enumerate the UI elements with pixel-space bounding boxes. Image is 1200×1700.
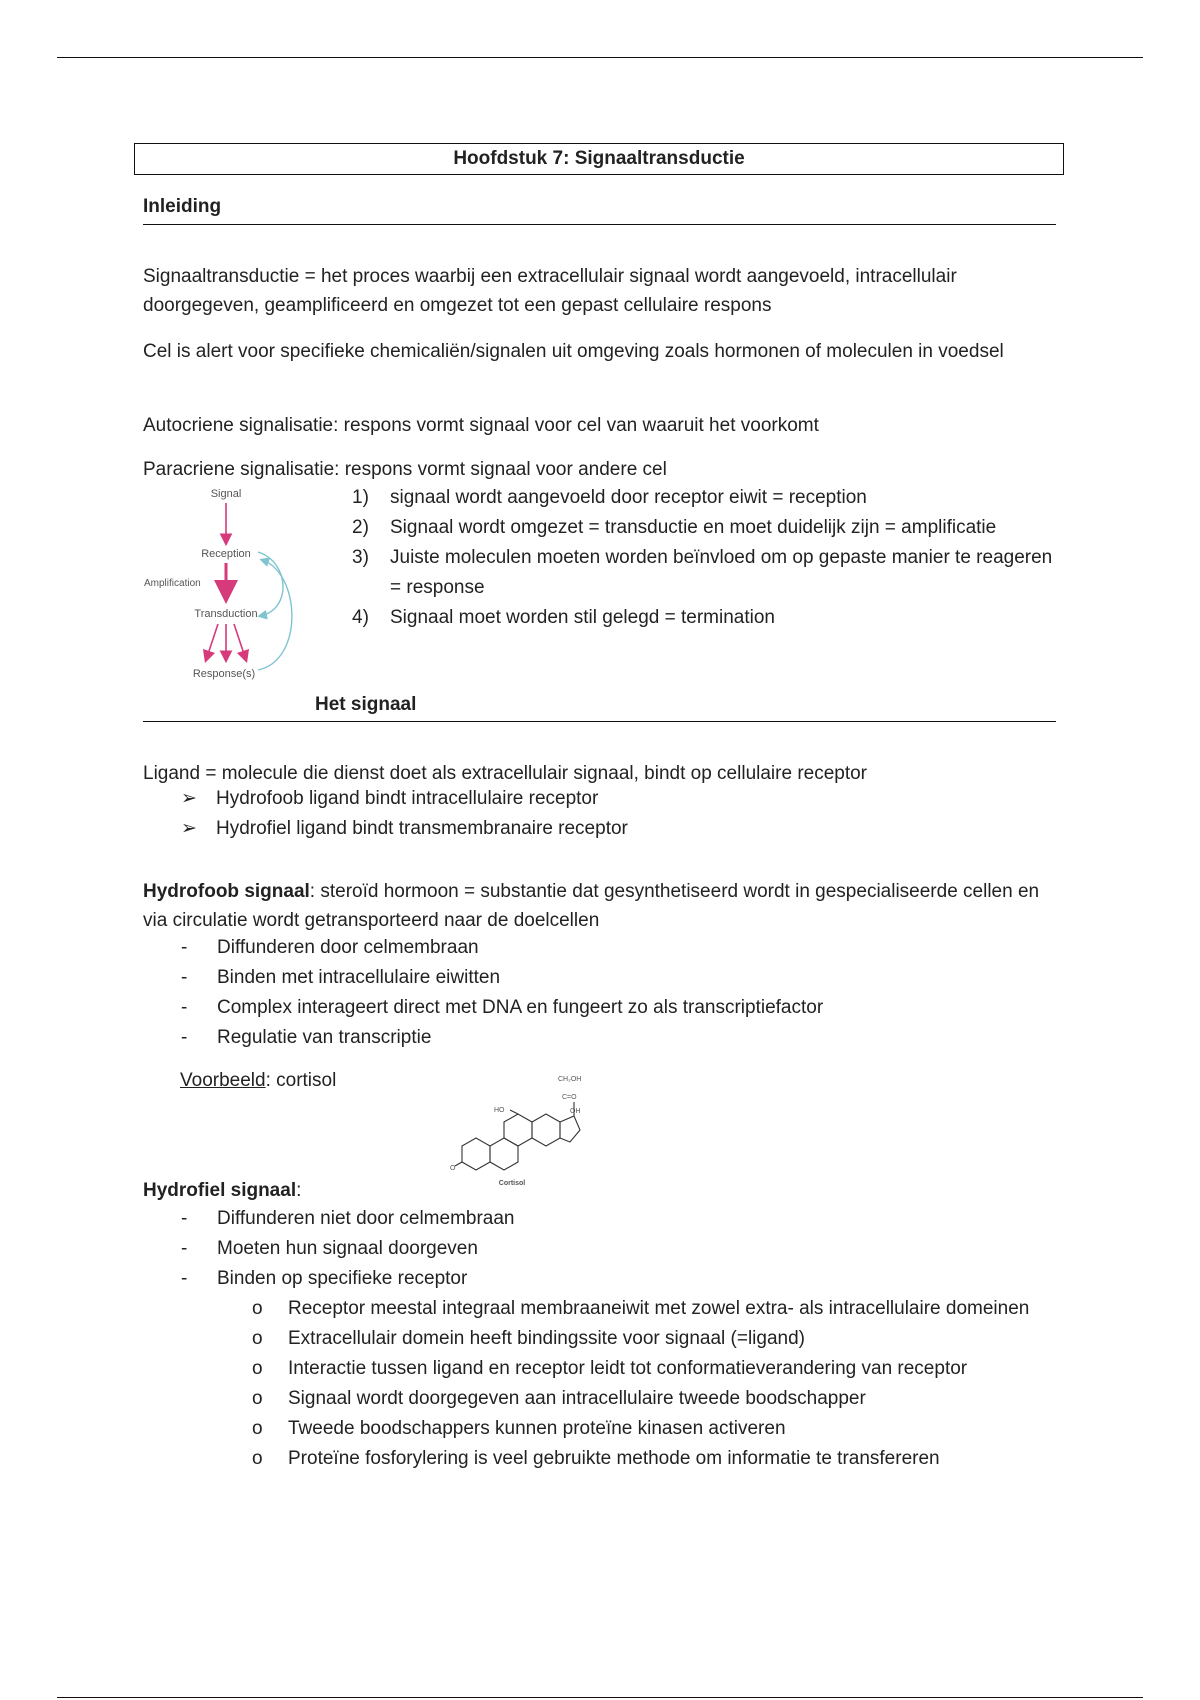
list-item-text: Signaal wordt omgezet = transductie en moet duidelijk zijn = amplificatie xyxy=(390,517,997,538)
list-item-text: Hydrofoob ligand bindt intracellulaire receptor xyxy=(216,788,599,809)
dash-bullet: - xyxy=(181,1027,188,1048)
list-item xyxy=(181,1264,1041,1294)
voorbeeld-text: : cortisol xyxy=(265,1070,337,1091)
ligand-types-list xyxy=(181,784,1041,844)
section-heading-signaal: Het signaal xyxy=(315,694,417,715)
paragraph-ligand: Ligand = molecule die dienst doet als extracellulair signaal, bindt op cellulaire receptor xyxy=(143,763,868,784)
list-item-text: Interactie tussen ligand en receptor leidt tot conformatieverandering van receptor xyxy=(288,1358,968,1379)
hydrofiel-points-list xyxy=(181,1204,1041,1294)
circle-bullet: o xyxy=(252,1328,263,1349)
list-item-text: Diffunderen door celmembraan xyxy=(217,937,479,958)
circle-bullet: o xyxy=(252,1388,263,1409)
circle-bullet: o xyxy=(252,1358,263,1379)
list-item xyxy=(181,963,1041,993)
section-heading-inleiding: Inleiding xyxy=(143,196,222,217)
list-item xyxy=(181,993,1041,1023)
paragraph-paracrien: Paracriene signalisatie: respons vormt signaal voor andere cel xyxy=(143,459,667,480)
arrow-bullet-icon: ➢ xyxy=(181,818,197,839)
list-item xyxy=(181,1234,1041,1264)
paragraph-alert: Cel is alert voor specifieke chemicaliën/signalen uit omgeving zoals hormonen of moleculen in voedsel xyxy=(143,341,1004,362)
list-item xyxy=(181,1023,1041,1053)
list-item-text: Juiste moleculen moeten worden beïnvloed om op gepaste manier te reageren = response xyxy=(390,547,1053,598)
dash-bullet: - xyxy=(181,937,188,958)
list-item xyxy=(352,483,1062,513)
section-rule-inleiding xyxy=(143,224,1056,225)
dash-bullet: - xyxy=(181,1208,188,1229)
hydrofiel-suffix: : xyxy=(296,1180,302,1201)
circle-bullet: o xyxy=(252,1418,263,1439)
molecule-label-top-group: CH₂OH xyxy=(558,1076,582,1083)
list-item-text: Binden met intracellulaire eiwitten xyxy=(217,967,501,988)
molecule-label-carbonyl: C=O xyxy=(562,1094,577,1101)
molecule-name: Cortisol xyxy=(498,1180,526,1187)
transduction-steps-list xyxy=(352,483,1062,633)
hydrofiel-label: Hydrofiel signaal xyxy=(143,1180,297,1201)
hydrofoob-label: Hydrofoob signaal xyxy=(143,881,310,902)
circle-bullet: o xyxy=(252,1448,263,1469)
list-item-text: Regulatie van transcriptie xyxy=(217,1027,432,1048)
diagram-label-amplification: Amplification xyxy=(144,578,201,589)
molecule-label-ho: HO xyxy=(494,1107,505,1114)
list-number: 3) xyxy=(352,547,369,568)
diagram-arrow-response-left xyxy=(206,624,218,660)
list-item-text: Complex interageert direct met DNA en fungeert zo als transcriptiefactor xyxy=(217,997,824,1018)
list-item xyxy=(181,814,1041,844)
dash-bullet: - xyxy=(181,1238,188,1259)
dash-bullet: - xyxy=(181,967,188,988)
diagram-feedback-arc-upper xyxy=(258,552,283,616)
list-item xyxy=(252,1444,1052,1474)
list-item-text: Moeten hun signaal doorgeven xyxy=(217,1238,478,1259)
list-item xyxy=(252,1384,1052,1414)
list-item xyxy=(352,543,1062,603)
molecule-label-o: O xyxy=(450,1165,456,1172)
list-number: 4) xyxy=(352,607,369,628)
circle-bullet: o xyxy=(252,1298,263,1319)
diagram-label-reception: Reception xyxy=(201,548,251,560)
paragraph-hydrofoob xyxy=(143,877,1043,935)
paragraph-definition: Signaaltransductie = het proces waarbij een extracellulair signaal wordt aangevoeld, intracellulair doorgegeven, geamplificeerd en omgezet tot een gepast cellulaire respons xyxy=(143,266,957,316)
molecule-label-oh: OH xyxy=(570,1108,581,1115)
list-item xyxy=(352,513,1062,543)
list-item-text: Signaal wordt doorgegeven aan intracellulaire tweede boodschapper xyxy=(288,1388,866,1409)
list-item-text: Diffunderen niet door celmembraan xyxy=(217,1208,515,1229)
hydrofoob-text: : steroïd hormoon = substantie dat gesynthetiseerd wordt in gespecialiseerde cellen en via circulatie wordt getransporteerd naar de doelcellen xyxy=(143,881,1040,931)
list-item-text: Hydrofiel ligand bindt transmembranaire receptor xyxy=(216,818,628,839)
dash-bullet: - xyxy=(181,1268,188,1289)
list-item-text: Extracellulair domein heeft bindingssite voor signaal (=ligand) xyxy=(288,1328,805,1349)
list-item xyxy=(352,603,1062,633)
list-number: 1) xyxy=(352,487,369,508)
arrow-bullet-icon: ➢ xyxy=(181,788,197,809)
hydrofoob-points-list xyxy=(181,933,1041,1053)
diagram-label-signal: Signal xyxy=(210,488,242,500)
list-item-text: Signaal moet worden stil gelegd = termination xyxy=(390,607,775,628)
voorbeeld-line xyxy=(180,1066,336,1095)
list-item xyxy=(252,1354,1052,1384)
bottom-page-rule xyxy=(57,1697,1143,1698)
section-rule-signaal xyxy=(143,721,1056,722)
list-item-text: Binden op specifieke receptor xyxy=(217,1268,468,1289)
dash-bullet: - xyxy=(181,997,188,1018)
list-item-text: Receptor meestal integraal membraaneiwit met zowel extra- als intracellulaire domeinen xyxy=(288,1298,1030,1319)
receptor-points-list xyxy=(252,1294,1052,1474)
list-number: 2) xyxy=(352,517,369,538)
diagram-arrow-response-right xyxy=(234,624,246,660)
signal-transduction-diagram xyxy=(140,480,315,685)
list-item xyxy=(181,933,1041,963)
list-item xyxy=(252,1294,1052,1324)
cortisol-structure-image xyxy=(450,1072,590,1190)
list-item-text: signaal wordt aangevoeld door receptor eiwit = reception xyxy=(390,487,867,508)
diagram-label-responses: Response(s) xyxy=(192,668,256,680)
voorbeeld-label: Voorbeeld xyxy=(180,1070,266,1091)
list-item-text: Tweede boodschappers kunnen proteïne kinasen activeren xyxy=(288,1418,786,1439)
list-item xyxy=(252,1414,1052,1444)
diagram-label-transduction: Transduction xyxy=(194,608,258,620)
paragraph-autocrien: Autocriene signalisatie: respons vormt signaal voor cel van waaruit het voorkomt xyxy=(143,415,819,436)
list-item-text: Proteïne fosforylering is veel gebruikte methode om informatie te transfereren xyxy=(288,1448,940,1469)
list-item xyxy=(181,1204,1041,1234)
list-item xyxy=(181,784,1041,814)
paragraph-hydrofiel xyxy=(143,1176,1043,1205)
top-page-rule xyxy=(57,57,1143,58)
list-item xyxy=(252,1324,1052,1354)
chapter-title: Hoofdstuk 7: Signaaltransductie xyxy=(134,143,1064,175)
